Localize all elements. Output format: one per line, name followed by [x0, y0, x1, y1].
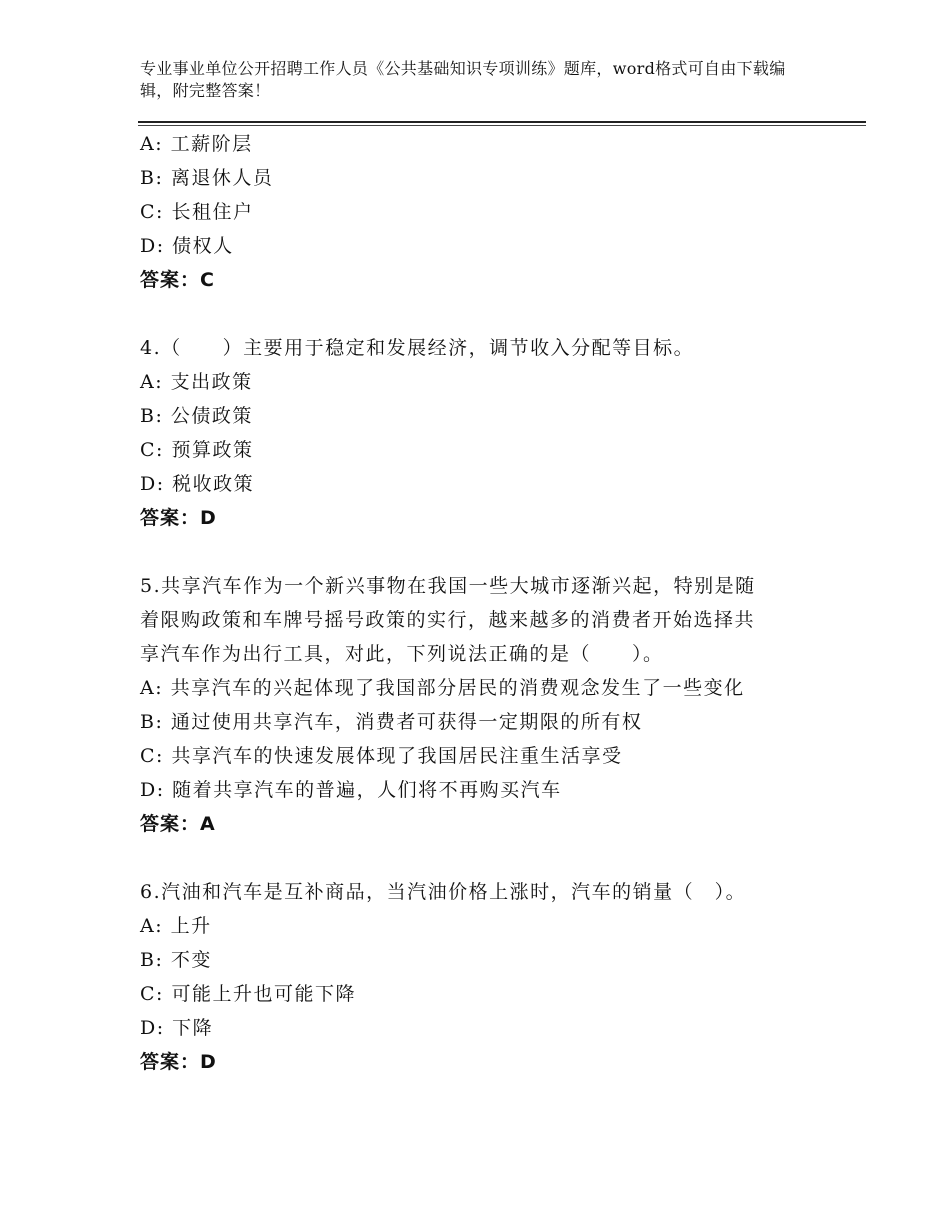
spacer: [140, 535, 820, 569]
option-a: A: 上升: [140, 915, 212, 937]
option-a: A: 支出政策: [140, 371, 253, 393]
question-text-line-3: 享汽车作为出行工具，对此，下列说法正确的是（ ）。: [140, 643, 664, 665]
answer-label: 答案：A: [140, 813, 216, 835]
question-text-line-1: 5.共享汽车作为一个新兴事物在我国一些大城市逐渐兴起，特别是随: [140, 575, 756, 597]
question-text: 4.（ ）主要用于稳定和发展经济，调节收入分配等目标。: [140, 337, 695, 359]
answer-label: 答案：D: [140, 507, 217, 529]
spacer: [140, 297, 820, 331]
question-text-line-2: 着限购政策和车牌号摇号政策的实行，越来越多的消费者开始选择共: [140, 609, 756, 631]
option-d: D: 随着共享汽车的普遍，人们将不再购买汽车: [140, 779, 562, 801]
question-block-3: [140, 127, 820, 297]
question-text: 6.汽油和汽车是互补商品，当汽油价格上涨时，汽车的销量（ ）。: [140, 881, 747, 903]
option-a: A: 共享汽车的兴起体现了我国部分居民的消费观念发生了一些变化: [140, 677, 745, 699]
option-d: D: 债权人: [140, 235, 234, 257]
question-block-5: [140, 569, 820, 841]
question-block-4: [140, 331, 820, 535]
header-divider-thin: [138, 125, 866, 126]
option-d: D: 税收政策: [140, 473, 255, 495]
document-header: 专业事业单位公开招聘工作人员《公共基础知识专项训练》题库，word格式可自由下载编辑，附完整答案！: [140, 59, 786, 100]
option-b: B: 公债政策: [140, 405, 253, 427]
option-b: B: 离退休人员: [140, 167, 274, 189]
header-divider-thick: [138, 121, 866, 123]
option-c: C: 长租住户: [140, 201, 254, 223]
question-list: [140, 127, 820, 1079]
answer-label: 答案：C: [140, 269, 215, 291]
option-a: A: 工薪阶层: [140, 133, 253, 155]
option-b: B: 通过使用共享汽车，消费者可获得一定期限的所有权: [140, 711, 643, 733]
option-c: C: 共享汽车的快速发展体现了我国居民注重生活享受: [140, 745, 623, 767]
option-c: C: 预算政策: [140, 439, 254, 461]
option-d: D: 下降: [140, 1017, 214, 1039]
option-b: B: 不变: [140, 949, 212, 971]
question-block-6: [140, 875, 820, 1079]
spacer: [140, 841, 820, 875]
option-c: C: 可能上升也可能下降: [140, 983, 356, 1005]
answer-label: 答案：D: [140, 1051, 217, 1073]
